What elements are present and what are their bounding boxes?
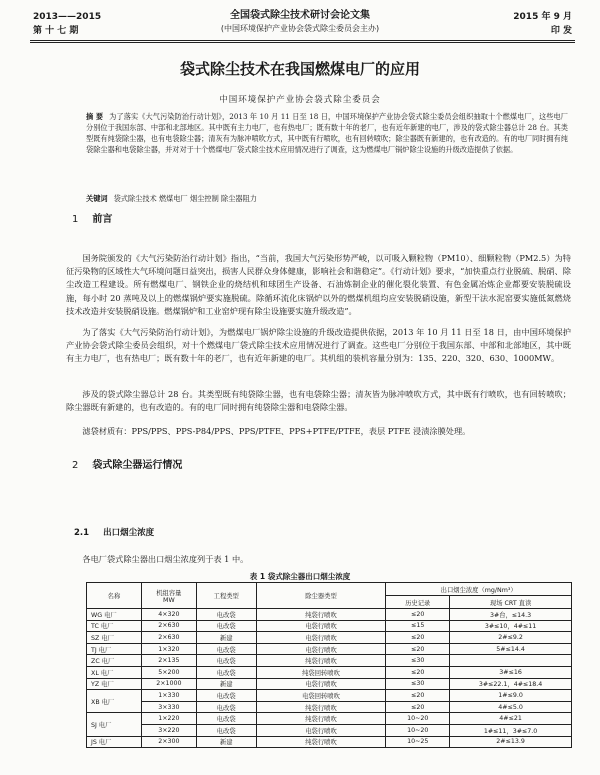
cell-name: XL 电厂 (87, 666, 142, 678)
organization: 中国环境保护产业协会袋式除尘委员会 (219, 95, 381, 105)
cell-name: XB 电厂 (87, 690, 142, 713)
cell-onsite: 2#≤9.2 (450, 632, 572, 644)
cell-dust: 电袋行喷吹 (256, 620, 386, 632)
cell-history: ≤20 (386, 701, 450, 713)
header-rule-secondary (30, 42, 575, 43)
cell-name: ZC 电厂 (87, 655, 142, 667)
header-rule (30, 40, 575, 41)
cell-dust: 纯袋行喷吹 (256, 713, 386, 725)
cell-name: SZ 电厂 (87, 632, 142, 644)
cell-name: TC 电厂 (87, 620, 142, 632)
cell-capacity: 2×135 (141, 655, 196, 667)
cell-capacity: 2×1000 (141, 678, 196, 690)
cell-history: 10~25 (386, 736, 450, 748)
abstract (86, 111, 568, 155)
dust-concentration-table (86, 582, 572, 748)
header-issue: 第 十 七 期 (33, 26, 79, 36)
cell-name: YZ 电厂 (87, 678, 142, 690)
cell-dust: 电袋行喷吹 (256, 678, 386, 690)
cell-dust: 纯袋行喷吹 (256, 655, 386, 667)
capacity-unit: MW (163, 596, 175, 604)
cell-capacity: 2×630 (141, 632, 196, 644)
subsection-heading-2-1 (74, 526, 154, 538)
table-row (87, 701, 572, 713)
cell-type: 新建 (196, 736, 256, 748)
cell-onsite: 3#≤10，4#≤11 (450, 620, 572, 632)
running-header-left (33, 10, 123, 38)
cell-history: ≤30 (386, 655, 450, 667)
col-header-dust-type: 除尘器类型 (256, 583, 386, 609)
table-row (87, 678, 572, 690)
cell-onsite: 4#≤5.0 (450, 701, 572, 713)
table-row (87, 655, 572, 667)
cell-type: 新建 (196, 678, 256, 690)
cell-history: ≤20 (386, 690, 450, 702)
col-header-project-type: 工程类型 (196, 583, 256, 609)
section-number: 1 (72, 214, 79, 225)
col-header-name: 名称 (87, 583, 142, 609)
table-caption: 表 1 袋式除尘器出口烟尘浓度 (249, 572, 351, 581)
cell-name: SJ 电厂 (87, 713, 142, 736)
cell-type: 电改袋 (196, 609, 256, 621)
cell-onsite: 3#≤16 (450, 666, 572, 678)
table-row (87, 666, 572, 678)
col-header-onsite: 现场 CRT 直读 (450, 596, 572, 609)
keywords-label: 关键词 (86, 194, 108, 203)
cell-history: ≤30 (386, 678, 450, 690)
header-date: 2015 年 9 月 (513, 12, 572, 22)
cell-onsite: 5#≤14.4 (450, 643, 572, 655)
journal-subtitle: (中国环境保护产业协会袋式除尘委员会主办) (220, 24, 380, 33)
table-row (87, 690, 572, 702)
cell-type: 新建 (196, 632, 256, 644)
keywords (86, 193, 568, 204)
cell-dust: 电袋行喷吹 (256, 632, 386, 644)
paragraph-5: 各电厂袋式除尘器出口烟尘浓度列于表 1 中。 (82, 554, 249, 564)
cell-dust: 电袋回转喷吹 (256, 690, 386, 702)
cell-history: ≤20 (386, 632, 450, 644)
header-years: 2013——2015 (33, 12, 102, 22)
cell-capacity: 1×320 (141, 643, 196, 655)
paragraph-4: 滤袋材质有：PPS/PPS、PPS-P84/PPS、PPS/PTFE、PPS+PTFE/PTFE，表层 PTFE 浸渍涂膜处理。 (82, 426, 471, 436)
subsection-number: 2.1 (74, 528, 90, 538)
cell-onsite: 1#≤11，3#≤7.0 (450, 724, 572, 736)
cell-type: 电改袋 (196, 655, 256, 667)
cell-name: JS 电厂 (87, 736, 142, 748)
cell-capacity: 5×200 (141, 666, 196, 678)
cell-capacity: 2×300 (141, 736, 196, 748)
cell-dust: 电袋行喷吹 (256, 643, 386, 655)
header-print: 印 发 (550, 26, 572, 36)
section-heading-1 (72, 210, 112, 225)
table-row (87, 632, 572, 644)
cell-type: 电改袋 (196, 690, 256, 702)
cell-type: 电改袋 (196, 666, 256, 678)
cell-type: 电改袋 (196, 620, 256, 632)
cell-capacity: 3×330 (141, 701, 196, 713)
cell-dust: 纯袋回转喷吹 (256, 666, 386, 678)
section-title: 袋式除尘器运行情况 (92, 460, 183, 471)
cell-capacity: 3×220 (141, 724, 196, 736)
cell-dust: 电袋行喷吹 (256, 724, 386, 736)
cell-onsite: 3#台，≤14.3 (450, 609, 572, 621)
cell-history: ≤20 (386, 643, 450, 655)
cell-name: TJ 电厂 (87, 643, 142, 655)
keywords-text: 袋式除尘技术 燃煤电厂 烟尘控制 除尘器阻力 (113, 194, 257, 203)
abstract-label: 摘 要 (86, 112, 104, 121)
cell-history: ≤20 (386, 666, 450, 678)
section-title: 前言 (92, 214, 113, 225)
table-row (87, 620, 572, 632)
cell-onsite: 2#≤13.9 (450, 736, 572, 748)
paragraph-2: 为了落实《大气污染防治行动计划》，为燃煤电厂锅炉除尘设施的升级改造提供依据，2013 年 10 月 11 日至 18 日，由中国环境保护产业协会袋式除尘委员会组织，对十个燃煤电厂袋式除尘技术应用情况进行了调查。这些电厂分别位于我国东部、中部和北部地区，其中既有主力电厂，也有热电厂；既有数十年的老厂，也有近年新建的电厂。其机组的装机容量分别为：135、220、320、630、1000MW。 (66, 327, 571, 364)
cell-type: 电改袋 (196, 724, 256, 736)
cell-onsite: 3#≤22.1，4#≤18.4 (450, 678, 572, 690)
paragraph-3: 涉及的袋式除尘器总计 28 台。其类型既有纯袋除尘器，也有电袋除尘器；清灰皆为脉冲喷吹方式，其中既有行喷吹，也有回转喷吹；除尘器既有新建的，也有改造的。有的电厂同时拥有纯袋除尘器和电袋除尘器。 (66, 389, 571, 413)
running-header-right (462, 10, 572, 38)
cell-capacity: 4×320 (141, 609, 196, 621)
cell-dust: 纯袋行喷吹 (256, 609, 386, 621)
cell-onsite (450, 655, 572, 667)
table-row (87, 609, 572, 621)
section-number: 2 (72, 460, 79, 471)
col-header-capacity (141, 583, 196, 609)
cell-capacity: 2×630 (141, 620, 196, 632)
section-heading-2 (72, 456, 182, 471)
cell-name: WG 电厂 (87, 609, 142, 621)
col-header-history: 历史记录 (386, 596, 450, 609)
cell-type: 电改袋 (196, 643, 256, 655)
table-row (87, 736, 572, 748)
cell-capacity: 1×330 (141, 690, 196, 702)
cell-type: 电改袋 (196, 701, 256, 713)
cell-onsite: 1#≤9.0 (450, 690, 572, 702)
cell-history: ≤15 (386, 620, 450, 632)
cell-capacity: 1×220 (141, 713, 196, 725)
paragraph-1: 国务院颁发的《大气污染防治行动计划》指出，“当前，我国大气污染形势严峻，以可吸入颗粒物（PM10）、细颗粒物（PM2.5）为特征污染物的区域性大气环境问题日益突出，损害人民群众身体健康，影响社会和谐稳定”。《行动计划》要求，“加快重点行业脱硫、脱硝、除尘改造工程建设。所有燃煤电厂、钢铁企业的烧结机和球团生产设备、石油炼制企业的催化裂化装置、有色金属冶炼企业都要安装脱硫设施，每小时 20 蒸吨及以上的燃煤锅炉要实施脱硫。除循环流化床锅炉以外的燃煤机组均应安装脱硝设施，新型干法水泥窑要实施低氮燃烧技术改造并安装脱硝设施。燃煤锅炉和工业窑炉现有除尘设施要实施升级改造”。 (66, 253, 571, 316)
table-row (87, 724, 572, 736)
cell-dust: 纯袋行喷吹 (256, 736, 386, 748)
cell-onsite: 4#≤21 (450, 713, 572, 725)
subsection-title: 出口烟尘浓度 (103, 528, 155, 538)
cell-history: 10~20 (386, 713, 450, 725)
table-row (87, 643, 572, 655)
paper-title: 袋式除尘技术在我国燃煤电厂的应用 (179, 60, 420, 78)
abstract-text: 为了落实《大气污染防治行动计划》，2013 年 10 月 11 日至 18 日，中国环境保护产业协会袋式除尘委员会组织抽取十个燃煤电厂，这些电厂分别位于我国东部、中部和北部地区。其中既有主力电厂，也有热电厂；既有数十年的老厂，也有近年新建的电厂，涉及的袋式除尘器总计 28 台。其类型既有纯袋除尘器，也有电袋除尘器；清灰有为脉冲喷吹方式，其中既有行喷吹，也有回转喷吹；除尘器既有新建的，也有改造的。有的电厂同时拥有纯袋除尘器和电袋除尘器，并对对于十个燃煤电厂袋式除尘技术应用情况进行了调查，这为燃煤电厂锅炉除尘设施的升级改造提供了依据。 (86, 112, 568, 154)
capacity-label: 机组容量 (156, 589, 182, 597)
cell-type: 电改袋 (196, 713, 256, 725)
col-header-concentration: 出口烟尘浓度（mg/Nm³） (386, 583, 572, 596)
cell-dust: 纯袋行喷吹 (256, 701, 386, 713)
journal-title: 全国袋式除尘技术研讨会论文集 (230, 10, 370, 21)
table-row (87, 713, 572, 725)
cell-history: ≤20 (386, 609, 450, 621)
cell-history: 10~20 (386, 724, 450, 736)
running-header-center (170, 9, 430, 35)
